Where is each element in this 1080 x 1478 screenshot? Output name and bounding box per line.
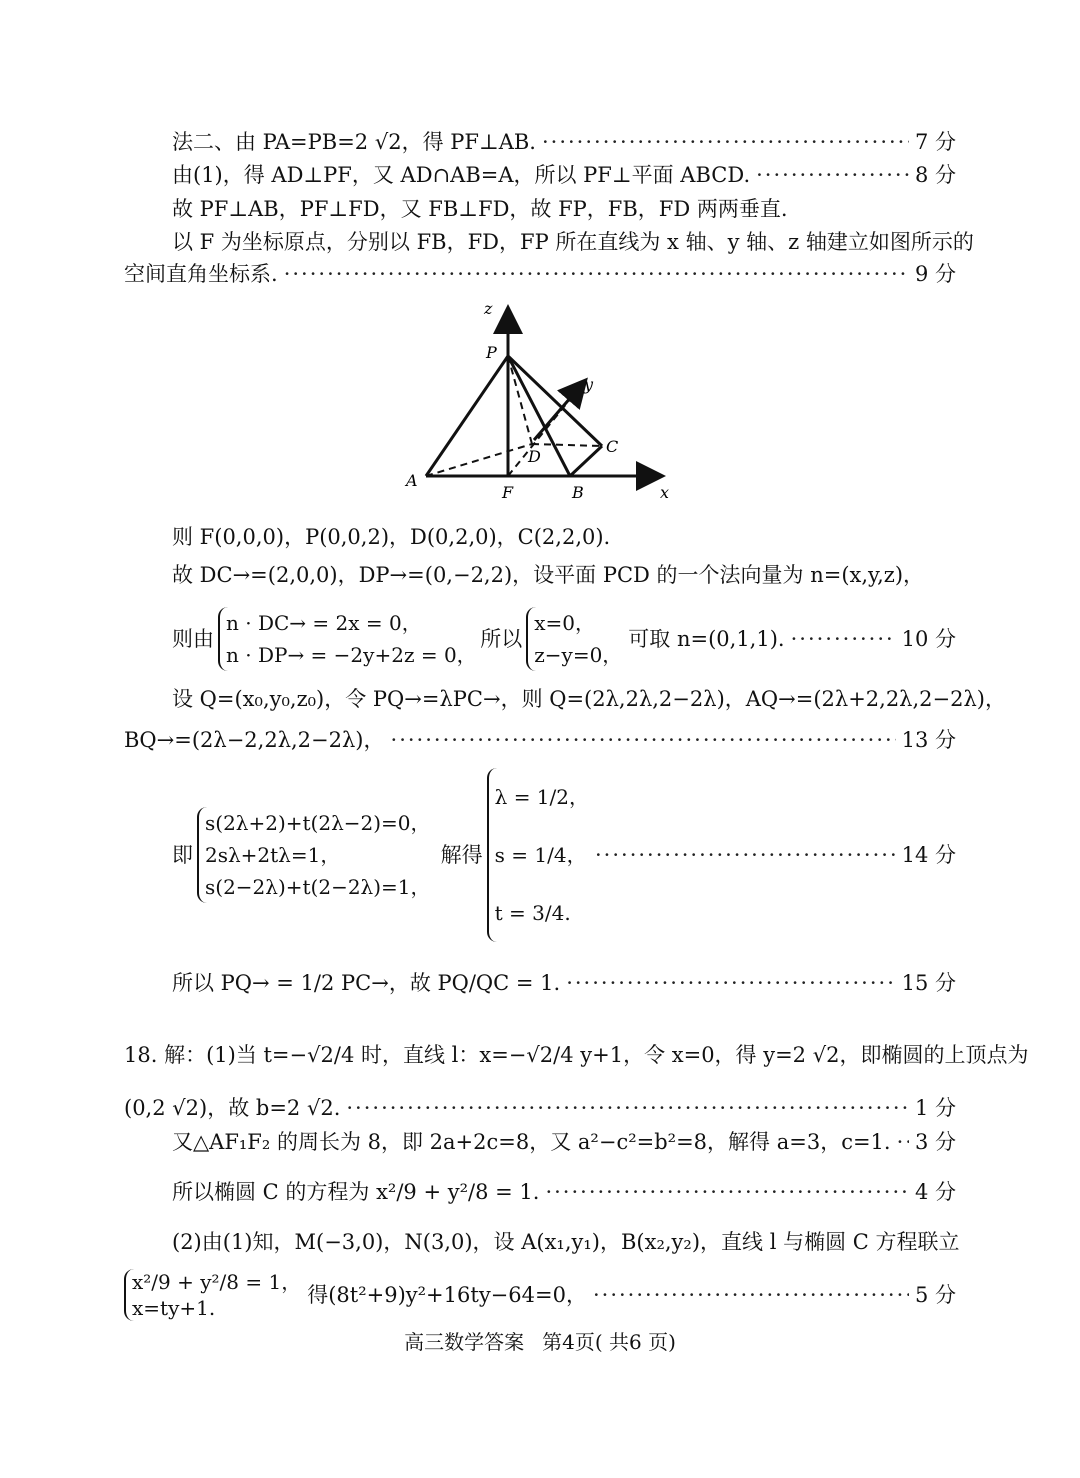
label-x: x xyxy=(660,483,670,502)
score: 4 分 xyxy=(914,1180,956,1204)
solution-brace: λ = 1/2， s = 1/4， t = 3/4. xyxy=(487,768,589,942)
label-y: y xyxy=(584,375,594,394)
footer-subject: 高三数学答案 xyxy=(404,1330,525,1354)
score: 7 分 xyxy=(914,130,956,154)
text-line: 又△AF₁F₂ 的周长为 8，即 2a+2c=8，又 a²−c²=b²=8，解得 a=3，c=1. ····· 3 分 xyxy=(172,1127,956,1157)
score: 15 分 xyxy=(901,971,956,995)
footer-page-number: 第4页( 共6 页) xyxy=(542,1330,676,1354)
equation-brace: s(2λ+2)+t(2λ−2)=0， 2sλ+2tλ=1， s(2−2λ)+t(2−2λ)=1， xyxy=(197,807,431,903)
label-D: D xyxy=(528,447,541,466)
text-line: (0,2 √2)，故 b=2 √2. ····· 1 分 xyxy=(124,1093,956,1123)
score: 3 分 xyxy=(914,1130,956,1154)
score: 8 分 xyxy=(914,163,956,187)
edge-BC xyxy=(570,446,602,476)
text-line: 故 DC→=(2,0,0)，DP→=(0,−2,2)，设平面 PCD 的一个法向量为 n=(x,y,z)， xyxy=(172,563,925,587)
text-line: 空间直角坐标系. ····· 9 分 xyxy=(124,259,956,289)
y-axis-arrow xyxy=(534,382,584,440)
label-C: C xyxy=(606,437,619,456)
text-line: 故 PF⊥AB，PF⊥FD，又 FB⊥FD，故 FP，FB，FD 两两垂直. xyxy=(172,197,788,221)
text-line: BQ→=(2λ−2,2λ,2−2λ)， ····· 13 分 xyxy=(124,725,956,755)
score: 14 分 xyxy=(901,843,956,867)
text-line: 法二、由 PA=PB=2 √2，得 PF⊥AB. ····· 7 分 xyxy=(172,127,956,157)
solution-brace: x=0， z−y=0， xyxy=(526,607,622,671)
label-B: B xyxy=(572,483,584,502)
edge-AD xyxy=(426,444,532,476)
score: 9 分 xyxy=(914,262,956,286)
equation-brace: x²/9 + y²/8 = 1， x=ty+1. xyxy=(124,1269,301,1321)
text-line: (2)由(1)知，M(−3,0)，N(3,0)，设 A(x₁,y₁)，B(x₂,y₂)，直线 l 与椭圆 C 方程联立 xyxy=(172,1230,960,1254)
equation-brace: n · DC→ = 2x = 0， n · DP→ = −2y+2z = 0， xyxy=(218,607,477,671)
text-line: 则 F(0,0,0)，P(0,0,2)，D(0,2,0)，C(2,2,0). xyxy=(172,525,611,549)
label-A: A xyxy=(406,471,418,490)
text-line: 以 F 为坐标原点，分别以 FB，FD，FP 所在直线为 x 轴、y 轴、z 轴建立如图所示的 xyxy=(172,230,974,254)
edge-PC xyxy=(508,356,602,446)
score: 5 分 xyxy=(914,1283,956,1307)
edge-DC xyxy=(532,444,602,446)
ellipse-system: x²/9 + y²/8 = 1， x=ty+1. 得(8t²+9)y²+16ty−64=0， ····· 5 分 xyxy=(124,1268,956,1322)
normal-vector-system: 则由 n · DC→ = 2x = 0， n · DP→ = −2y+2z = 0， 所以 x=0， z−y=0， 可取 n=(0,1,1). ····· 10 分 xyxy=(172,604,956,674)
label-F: F xyxy=(502,483,514,502)
page-footer xyxy=(0,1326,1080,1355)
text-line: 由(1)，得 AD⊥PF，又 AD∩AB=A，所以 PF⊥平面 ABCD. ····· 8 分 xyxy=(172,160,956,190)
text-line: 所以椭圆 C 的方程为 x²/9 + y²/8 = 1. ····· 4 分 xyxy=(172,1177,956,1207)
edge-PA xyxy=(426,356,508,476)
text-line: 设 Q=(x₀,y₀,z₀)，令 PQ→=λPC→，则 Q=(2λ,2λ,2−2λ)，AQ→=(2λ+2,2λ,2−2λ)， xyxy=(172,687,1006,711)
score: 13 分 xyxy=(901,728,956,752)
lambda-system: 即 s(2λ+2)+t(2λ−2)=0， 2sλ+2tλ=1， s(2−2λ)+t(2−2λ)=1， 解得 λ = 1/2， s = 1/4， t = 3/4. ····· 14 分 xyxy=(172,764,956,946)
label-z: z xyxy=(484,299,493,318)
score: 10 分 xyxy=(901,627,956,651)
pyramid-figure xyxy=(398,298,688,508)
label-P: P xyxy=(486,343,497,362)
score: 1 分 xyxy=(914,1096,956,1120)
text-line: 所以 PQ→ = 1/2 PC→，故 PQ/QC = 1. ····· 15 分 xyxy=(172,968,956,998)
text-line: 18. 解：(1)当 t=−√2/4 时，直线 l：x=−√2/4 y+1，令 x=0，得 y=2 √2，即椭圆的上顶点为 xyxy=(124,1043,1029,1067)
